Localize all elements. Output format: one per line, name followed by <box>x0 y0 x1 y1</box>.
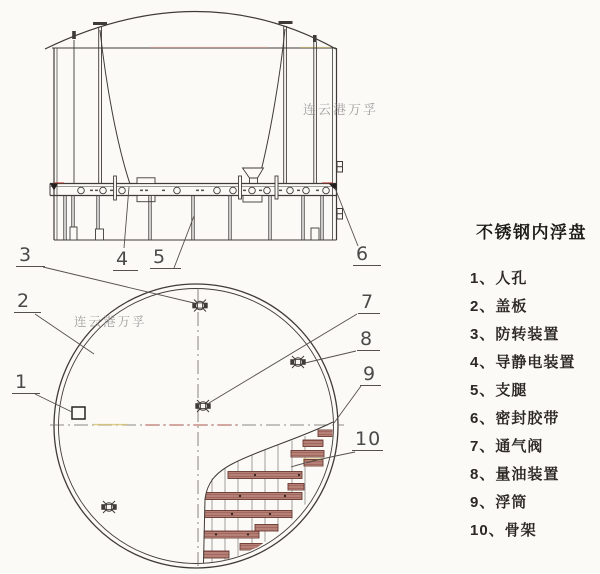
legend-panel <box>455 218 600 545</box>
framework-beams <box>193 430 334 558</box>
watermark-plan: 连云港万孚 <box>74 315 147 329</box>
deck-fittings <box>114 168 278 202</box>
leader-7 <box>209 314 357 403</box>
callout-8: 8 <box>357 329 380 351</box>
leader-9 <box>334 386 361 423</box>
callout-2: 2 <box>14 291 41 313</box>
leader-6 <box>335 188 358 246</box>
tank-elevation-view <box>45 12 343 241</box>
legend-item-10: 10、骨架 <box>470 522 537 539</box>
dome-arc <box>45 12 336 50</box>
lower-left-fitting-symbol <box>102 501 116 513</box>
watermark-elevation: 连云港万孚 <box>303 102 379 117</box>
oil-measuring-symbol <box>291 356 305 368</box>
legend-item-4: 4、导静电装置 <box>470 354 576 371</box>
guide-rods <box>72 21 316 184</box>
legend-item-9: 9、浮筒 <box>470 494 528 511</box>
legend-item-8: 8、量油装置 <box>470 466 560 483</box>
wall-brackets <box>337 162 343 220</box>
legend-item-3: 3、防转装置 <box>470 326 560 343</box>
legend-item-7: 7、通气阀 <box>470 438 544 455</box>
callout-6: 6 <box>353 244 381 266</box>
anti-rotation-symbol <box>193 300 207 312</box>
callout-4: 4 <box>113 249 138 271</box>
framework-cutaway <box>193 422 334 570</box>
legend-list <box>455 265 600 545</box>
floating-deck <box>50 183 337 196</box>
legend-item-5: 5、支腿 <box>470 382 528 399</box>
legend-item-6: 6、密封胶带 <box>470 410 560 427</box>
callout-1: 1 <box>12 372 40 394</box>
legend-title: 不锈钢内浮盘 <box>476 223 587 242</box>
deck-dashes <box>90 190 319 192</box>
callout-10: 10 <box>352 429 383 451</box>
legend-item-1: 1、人孔 <box>470 270 528 287</box>
callout-5: 5 <box>150 247 181 269</box>
callout-7: 7 <box>358 292 380 314</box>
vent-funnel <box>243 168 264 178</box>
leader-1 <box>35 394 72 412</box>
legend-item-2: 2、盖板 <box>470 298 528 315</box>
leader-3 <box>43 267 194 303</box>
manhole-rect <box>72 407 85 419</box>
callout-3: 3 <box>16 245 45 267</box>
callout-9: 9 <box>360 364 381 386</box>
static-cables <box>100 29 285 184</box>
